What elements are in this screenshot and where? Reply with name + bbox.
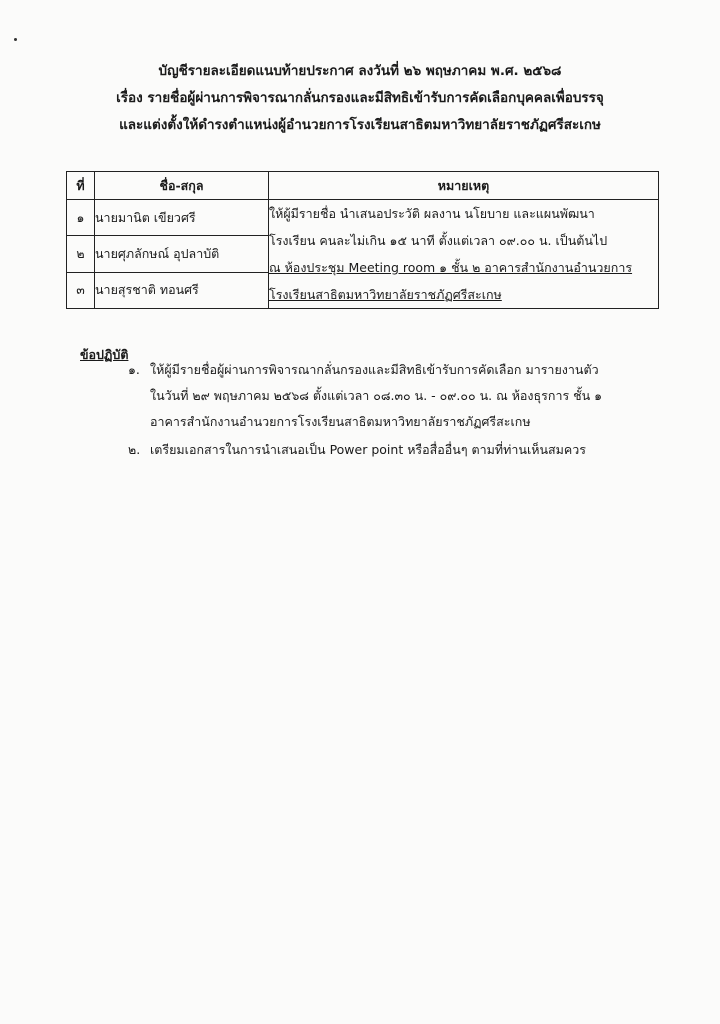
rule-item-1-line-2: ในวันที่ ๒๙ พฤษภาคม ๒๕๖๘ ตั้งแต่เวลา ๐๘.๓๐ น. - ๐๙.๐๐ น. ณ ห้องธุรการ ชั้น ๑ bbox=[150, 388, 603, 403]
column-header-remark: หมายเหตุ bbox=[269, 172, 659, 200]
column-header-no: ที่ bbox=[67, 172, 95, 200]
candidate-name: นายศุภลักษณ์ อุปลาบัติ bbox=[95, 236, 269, 272]
remark-line: โรงเรียนสาธิตมหาวิทยาลัยราชภัฏศรีสะเกษ bbox=[269, 287, 502, 302]
rule-number: ๑. bbox=[128, 362, 140, 377]
rule-item-1-line-3: อาคารสำนักงานอำนวยการโรงเรียนสาธิตมหาวิทยาลัยราชภัฏศรีสะเกษ bbox=[150, 414, 531, 429]
rule-text: เตรียมเอกสารในการนำเสนอเป็น Power point หรือสื่ออื่นๆ ตามที่ท่านเห็นสมควร bbox=[150, 442, 586, 457]
column-header-name: ชื่อ-สกุล bbox=[95, 172, 269, 200]
candidate-table bbox=[66, 171, 659, 309]
candidate-name: นายสุรชาติ ทอนศรี bbox=[95, 272, 269, 308]
rule-item-2 bbox=[128, 437, 586, 463]
rules-title: ข้อปฏิบัติ bbox=[80, 347, 129, 362]
rule-item-1-line-1 bbox=[128, 357, 599, 383]
remark-line: โรงเรียน คนละไม่เกิน ๑๕ นาที ตั้งแต่เวลา ๐๙.๐๐ น. เป็นต้นไป bbox=[269, 233, 608, 248]
row-number: ๒ bbox=[67, 236, 95, 272]
header-line-2: เรื่อง รายชื่อผู้ผ่านการพิจารณากลั่นกรองและมีสิทธิเข้ารับการคัดเลือกบุคคลเพื่อบรรจุ bbox=[116, 90, 604, 106]
candidate-name: นายมานิต เขียวศรี bbox=[95, 200, 269, 236]
row-number: ๓ bbox=[67, 272, 95, 308]
remark-line: ณ ห้องประชุม Meeting room ๑ ชั้น ๒ อาคารสำนักงานอำนวยการ bbox=[269, 260, 633, 275]
remark-line: ให้ผู้มีรายชื่อ นำเสนอประวัติ ผลงาน นโยบาย และแผนพัฒนา bbox=[269, 206, 595, 221]
header-line-3: และแต่งตั้งให้ดำรงตำแหน่งผู้อำนวยการโรงเรียนสาธิตมหาวิทยาลัยราชภัฏศรีสะเกษ bbox=[119, 117, 601, 133]
document-header bbox=[60, 58, 660, 139]
scan-speck bbox=[14, 38, 17, 41]
header-line-1: บัญชีรายละเอียดแนบท้ายประกาศ ลงวันที่ ๒๖ พฤษภาคม พ.ศ. ๒๕๖๘ bbox=[158, 63, 562, 79]
table-header-row bbox=[67, 172, 659, 200]
row-number: ๑ bbox=[67, 200, 95, 236]
table-row bbox=[67, 200, 659, 236]
rule-text: ให้ผู้มีรายชื่อผู้ผ่านการพิจารณากลั่นกรองและมีสิทธิเข้ารับการคัดเลือก มารายงานตัว bbox=[150, 362, 599, 377]
remark-cell bbox=[269, 200, 659, 309]
rule-number: ๒. bbox=[128, 442, 141, 457]
